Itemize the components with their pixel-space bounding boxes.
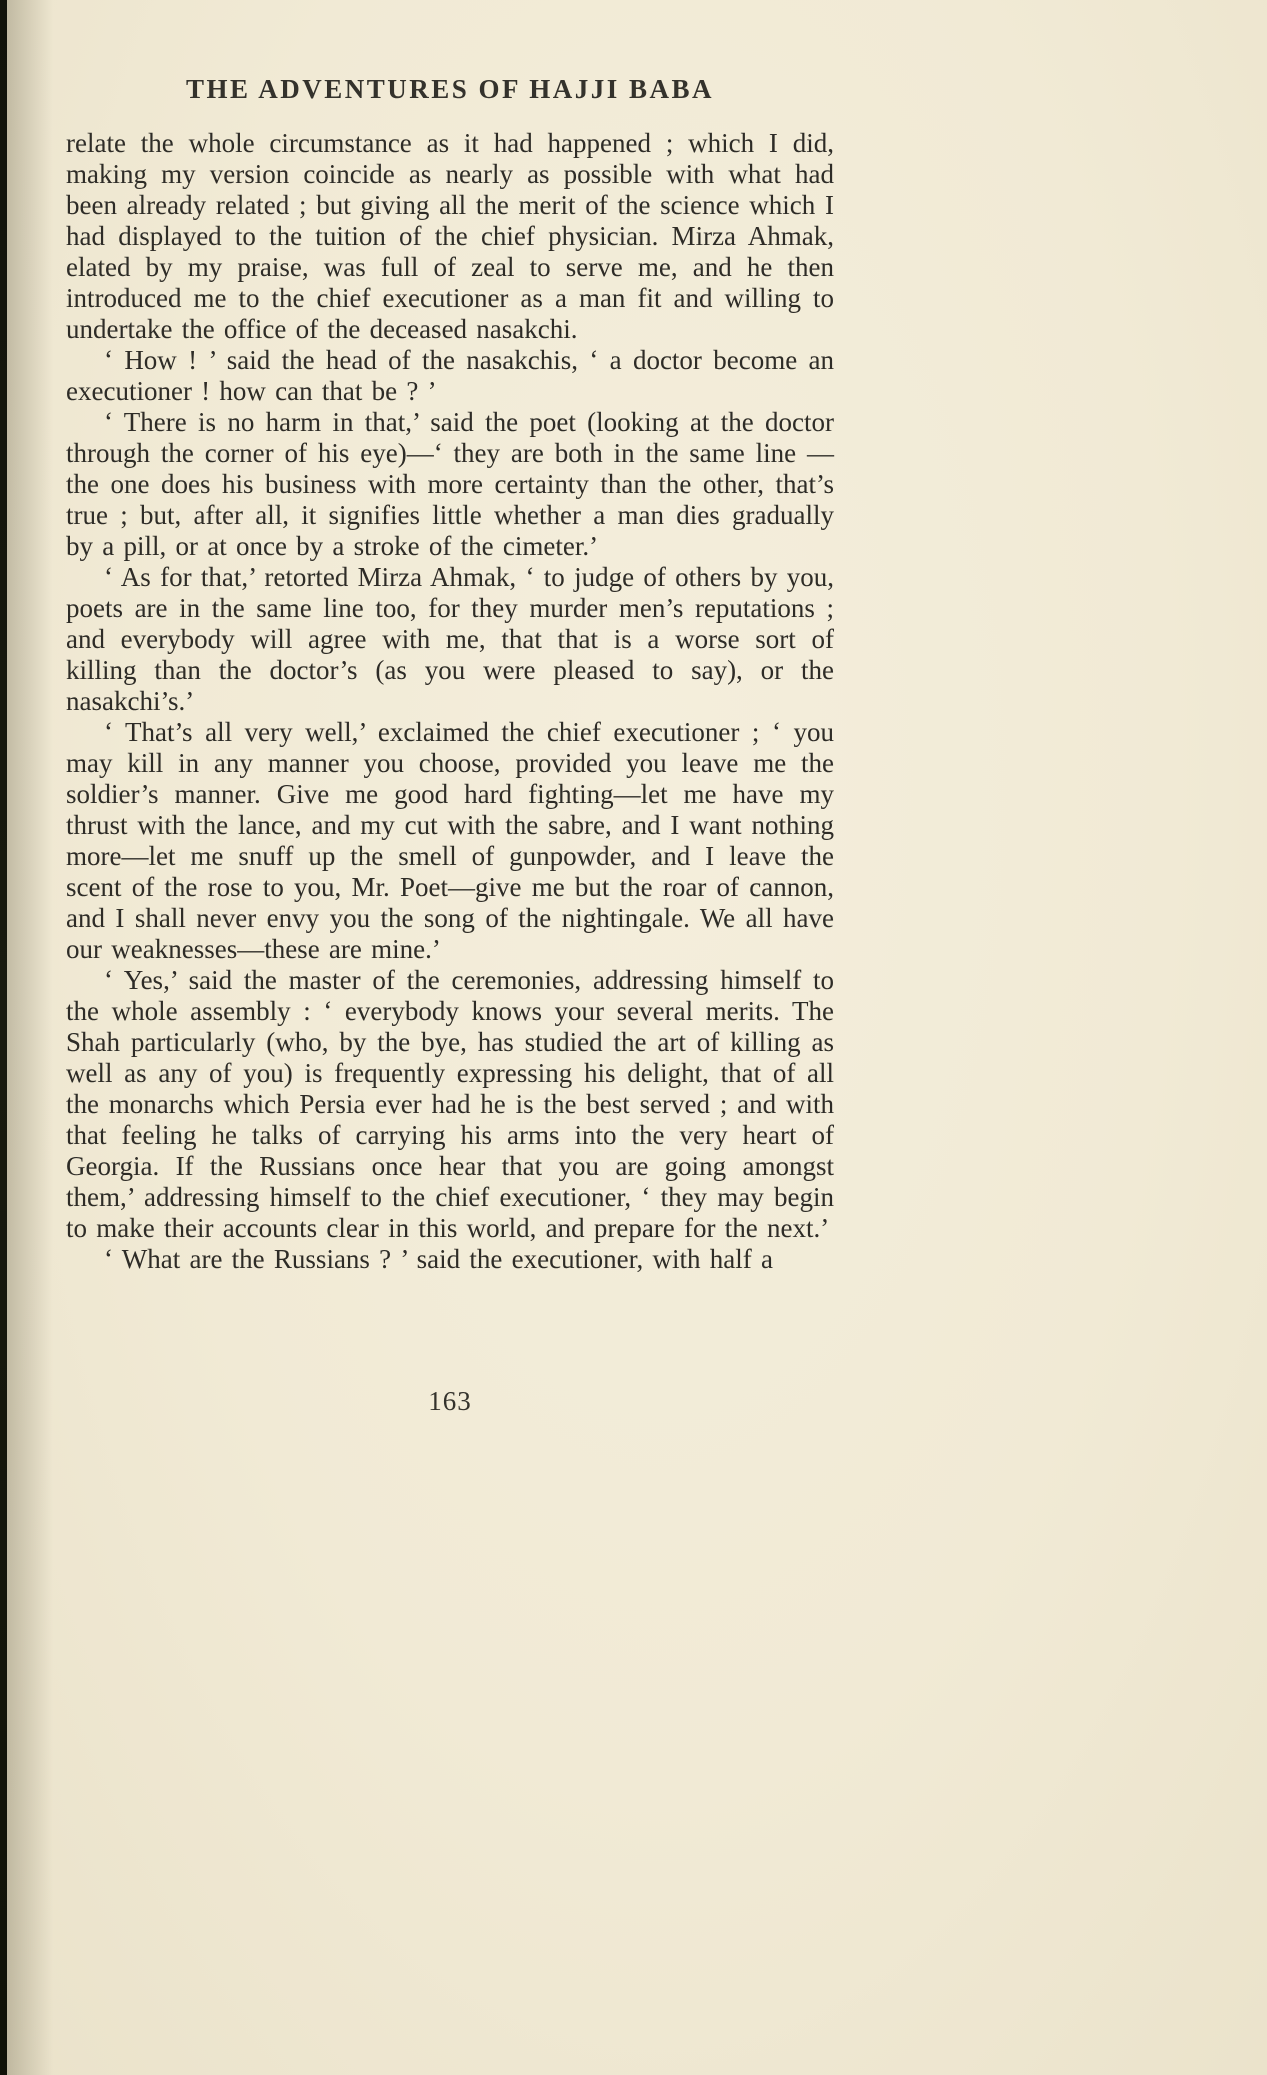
binding-edge-shadow (7, 0, 53, 2075)
body-paragraph: relate the whole circumstance as it had happened ; which I did, making my version coincide as nearly as possible with what had been already related ; but giving all the merit of the science which I had displayed to the tuition of the chief physician. Mirza Ahmak, elated by my praise, was full of zeal to serve me, and he then introduced me to the chief executioner as a man fit and willing to undertake the office of the deceased nasakchi. (66, 128, 834, 344)
text-block (66, 128, 834, 1275)
binding-edge (0, 0, 7, 2075)
body-paragraph: ‘ What are the Russians ? ’ said the executioner, with half a (104, 1244, 773, 1274)
body-paragraph: ‘ That’s all very well,’ exclaimed the chief executioner ; ‘ you may kill in any manner you choose, provided you leave me the soldier’s manner. Give me good hard fighting—let me have my thrust with the lance, and my cut with the sabre, and I want nothing more—let me snuff up the smell of gunpowder, and I leave the scent of the rose to you, Mr. Poet—give me but the roar of cannon, and I shall never envy you the song of the nightingale. We all have our weaknesses—these are mine.’ (66, 717, 834, 964)
running-head-title: THE ADVENTURES OF HAJJI BABA (185, 74, 715, 104)
body-paragraph: ‘ How ! ’ said the head of the nasakchis, ‘ a doctor become an executioner ! how can that be ? ’ (66, 345, 834, 406)
body-paragraph: ‘ As for that,’ retorted Mirza Ahmak, ‘ to judge of others by you, poets are in the same line too, for they murder men’s reputations ; and everybody will agree with me, that that is a worse sort of killing than the doctor’s (as you were pleased to say), or the nasakchi’s.’ (66, 562, 834, 716)
body-paragraph: ‘ There is no harm in that,’ said the poet (looking at the doctor through the corner of his eye)—‘ they are both in the same line — the one does his business with more certainty than the other, that’s true ; but, after all, it signifies little whether a man dies gradually by a pill, or at once by a stroke of the cimeter.’ (66, 407, 834, 561)
page-number: 163 (428, 1386, 472, 1416)
body-paragraph: ‘ Yes,’ said the master of the ceremonies, addressing himself to the whole assembly : ‘ everybody knows your several merits. The Shah particularly (who, by the bye, has studied the art of killing as well as any of you) is frequently expressing his delight, that of all the monarchs which Persia ever had he is the best served ; and with that feeling he talks of carrying his arms into the very heart of Georgia. If the Russians once hear that you are going amongst them,’ addressing himself to the chief executioner, ‘ they may begin to make their accounts clear in this world, and prepare for the next.’ (66, 965, 834, 1243)
